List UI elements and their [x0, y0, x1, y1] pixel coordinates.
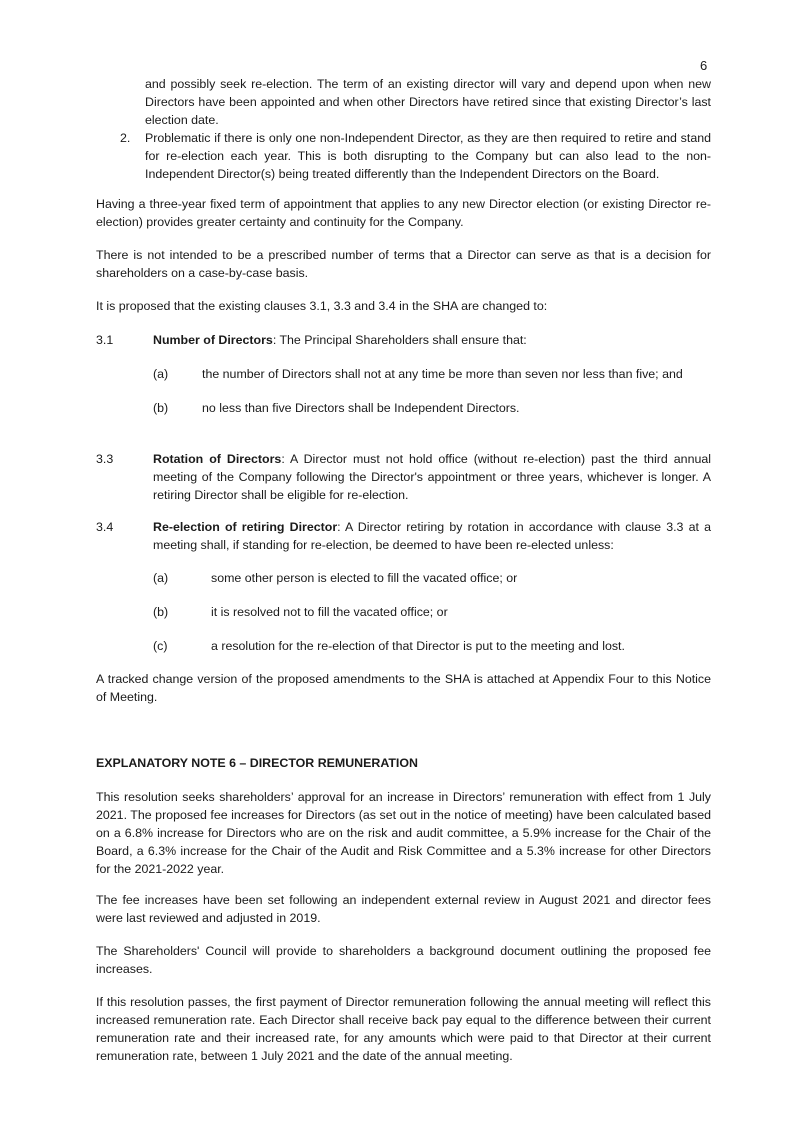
paragraph-background: The Shareholders' Council will provide to shareholders a background document outlining the proposed fee increases. — [96, 944, 711, 976]
paragraph-fee-review: The fee increases have been set following an independent external review in August 2021 and director fees were last reviewed and adjusted in 2019. — [96, 893, 711, 925]
clause-3-1-a-label: (a) — [153, 367, 169, 381]
page-number: 6 — [700, 58, 708, 73]
clause-3-1-number: 3.1 — [96, 333, 114, 347]
section-heading: EXPLANATORY NOTE 6 – DIRECTOR REMUNERATION — [96, 756, 418, 770]
clause-3-4-number: 3.4 — [96, 520, 114, 534]
clause-3-4-a-text: some other person is elected to fill the vacated office; or — [211, 571, 518, 585]
clause-3-4-a-label: (a) — [153, 571, 169, 585]
paragraph-terms: There is not intended to be a prescribed number of terms that a Director can serve as that is a decision for shareholders on a case-by-case basis. — [96, 248, 711, 280]
clause-3-1-text — [153, 331, 711, 349]
clause-3-1-title: Number of Directors — [153, 333, 273, 347]
clause-3-4-c-label: (c) — [153, 639, 168, 653]
clause-3-4-title: Re-election of retiring Director — [153, 520, 338, 534]
list-item-2-text: Problematic if there is only one non-Independent Director, as they are then required to retire and stand for re-election each year. This is both disrupting to the Company but can also lead to the non-Independent Director(s) being treated differently than the Independent Directors on the Board. — [145, 131, 711, 181]
list-item-1-continuation: and possibly seek re-election. The term of an existing director will vary and depend upon when new Directors have been appointed and when other Directors have retired since that existing Director’s last election date. — [145, 77, 711, 127]
paragraph-back-pay: If this resolution passes, the first payment of Director remuneration following the annual meeting will reflect this increased remuneration rate. Each Director shall receive back pay equal to the difference between their current remuneration rate and their increased rate, for any amounts which were paid to that Director at their current remuneration rate, between 1 July 2021 and the date of the annual meeting. — [96, 995, 711, 1063]
clause-3-3-title: Rotation of Directors — [153, 452, 282, 466]
list-item-2-number: 2. — [120, 131, 131, 145]
clause-3-4-b-label: (b) — [153, 605, 169, 619]
clause-3-1-body: : The Principal Shareholders shall ensure that: — [272, 333, 527, 347]
clause-3-1-b-text: no less than five Directors shall be Independent Directors. — [202, 401, 520, 415]
paragraph-proposed-clauses: It is proposed that the existing clauses 3.1, 3.3 and 3.4 in the SHA are changed to: — [96, 299, 548, 313]
clause-3-1-b-label: (b) — [153, 401, 169, 415]
clause-3-4-body: : A Director retiring by rotation in accordance with clause 3.3 at a meeting shall, if standing for re-election, be deemed to have been re-elected unless: — [153, 520, 711, 552]
clause-3-3-body: : A Director must not hold office (without re-election) past the third annual meeting of the Company following the Director's appointment or three years, whichever is longer. A retiring Director shall be eligible for re-election. — [153, 452, 712, 502]
clause-3-3-number: 3.3 — [96, 452, 114, 466]
clause-3-4-c-text: a resolution for the re-election of that Director is put to the meeting and lost. — [211, 639, 625, 653]
paragraph-resolution: This resolution seeks shareholders’ approval for an increase in Directors’ remuneration with effect from 1 July 2021. The proposed fee increases for Directors (as set out in the notice of meeting) have been calculated based on a 6.8% increase for Directors who are on the risk and audit committee, a 5.9% increase for the Chair of the Board, a 6.3% increase for the Chair of the Audit and Risk Committee and a 5.3% increase for other Directors for the 2021-2022 year. — [96, 790, 711, 876]
clause-3-4-text — [153, 518, 711, 554]
clause-3-1-a-text: the number of Directors shall not at any time be more than seven nor less than five; and — [202, 367, 683, 381]
clause-3-4-b-text: it is resolved not to fill the vacated office; or — [211, 605, 448, 619]
paragraph-fixed-term: Having a three-year fixed term of appointment that applies to any new Director election (or existing Director re-election) provides greater certainty and continuity for the Company. — [96, 197, 711, 229]
clause-3-3-text — [153, 450, 711, 504]
paragraph-tracked-change: A tracked change version of the proposed amendments to the SHA is attached at Appendix Four to this Notice of Meeting. — [96, 672, 711, 704]
